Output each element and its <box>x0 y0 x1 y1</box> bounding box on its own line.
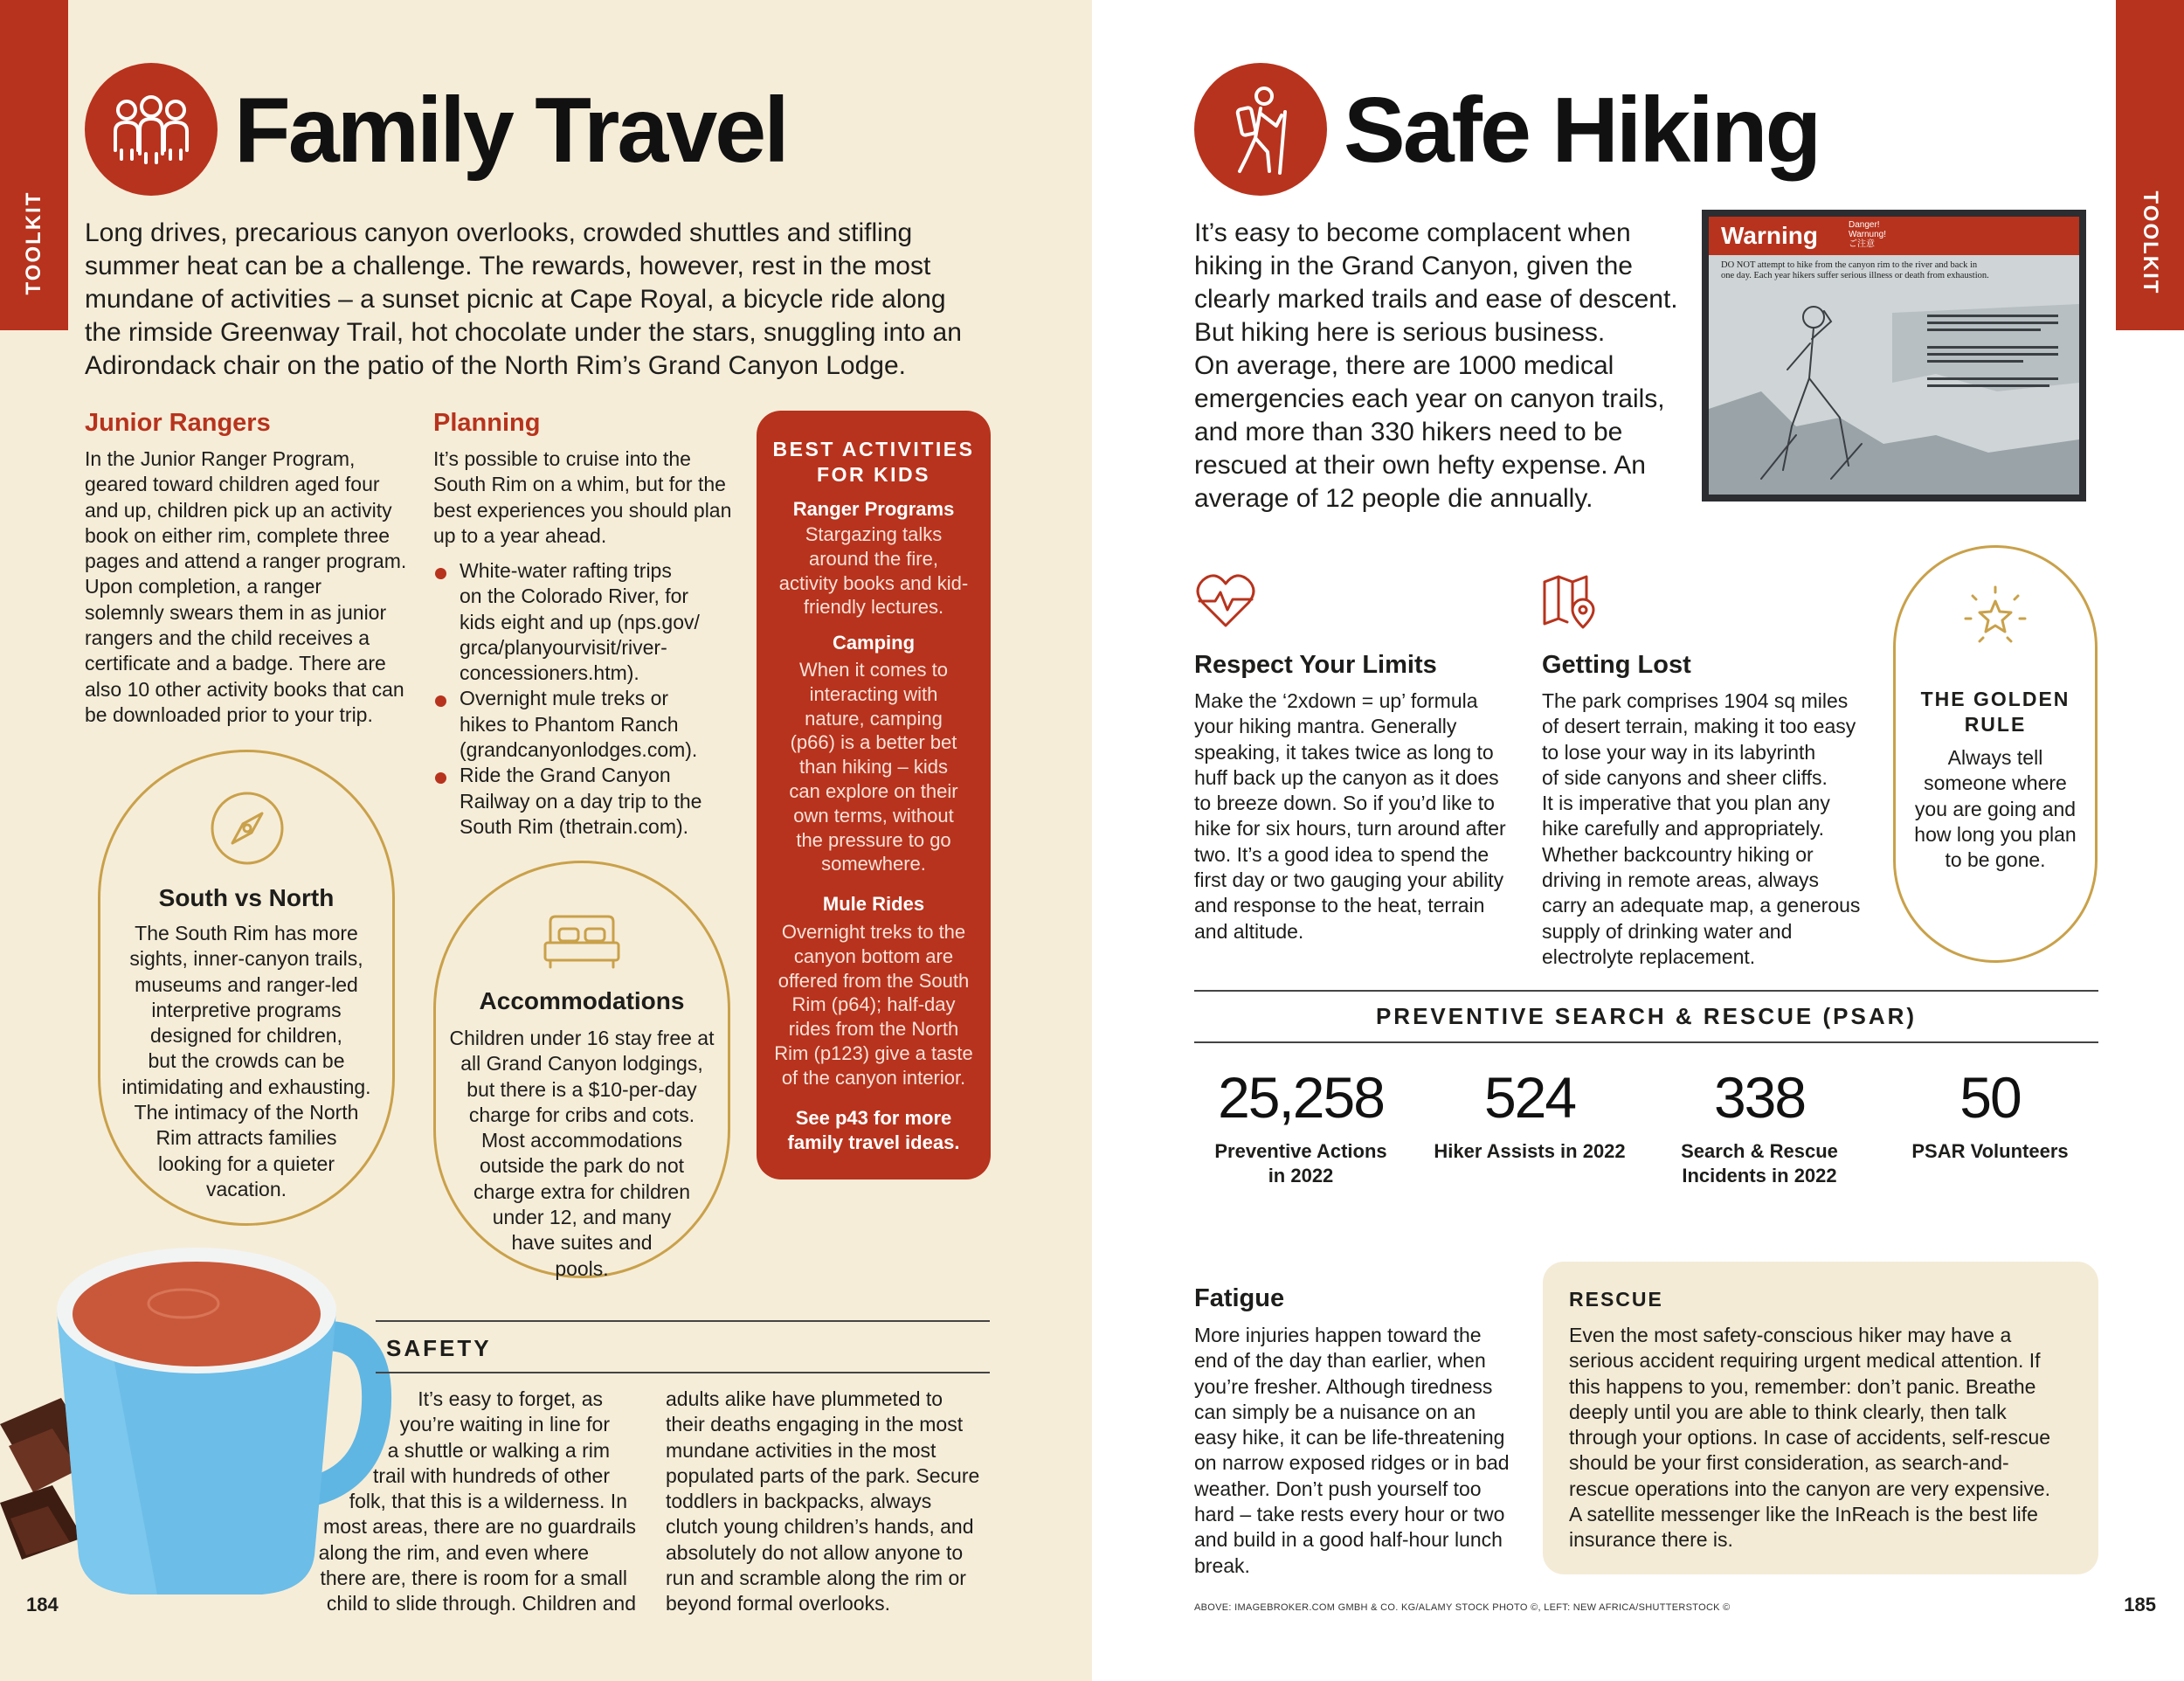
planning-text: It’s possible to cruise into the South Rim on a whim, but for the best experiences you should plan up to a year ahead. <box>433 447 732 547</box>
heart-pulse-icon <box>1194 573 1257 631</box>
page-title-safe-hiking: Safe Hiking <box>1344 79 1820 182</box>
safety-heading: SAFETY <box>386 1335 492 1361</box>
stat-label-preventive-actions: Preventive Actions in 2022 <box>1214 1140 1387 1186</box>
photo-credit: ABOVE: IMAGEBROKER.COM GMBH & CO. KG/ALAMY STOCK PHOTO ©, LEFT: NEW AFRICA/SHUTTERSTOCK © <box>1194 1602 1731 1613</box>
safety-bottom-rule <box>376 1372 990 1373</box>
stat-label-search-rescue: Search & Rescue Incidents in 2022 <box>1681 1140 1838 1186</box>
accommodations-text: Children under 16 stay free at all Grand Canyon lodgings, but there is a $10-per-day charge for cribs and cots. Most accommodations outside the park do not charge extra for children under 12, and many have suites and pools. <box>449 1027 715 1280</box>
right-page <box>1092 0 2184 1681</box>
toolkit-tab-right <box>2116 0 2184 330</box>
rescue-heading: RESCUE <box>1569 1288 1663 1311</box>
page-number-left: 184 <box>26 1594 59 1615</box>
junior-rangers-text: In the Junior Ranger Program, geared toward children aged four and up, children pick up an activity book on either rim, complete three pages and attend a ranger program. Upon completion, a ranger solemnly swears them in as junior rangers and the child receives a certificate and a badge. There are also 10 other activity books that can be downloaded prior to your trip. <box>85 447 407 726</box>
stat-value-preventive-actions: 25,258 <box>1218 1065 1384 1130</box>
list-item: Ride the Grand Canyon Railway on a day trip to the South Rim (thetrain.com). <box>433 763 748 840</box>
family-lead: Long drives, precarious canyon overlooks, crowded shuttles and stifling summer heat can be a challenge. The rewards, however, rest in the most mundane of activities – a sunset picnic at Cape Royal, a bicycle ride along the rimside Greenway Trail, hot chocolate under the stars, snuggling into an Adirondack chair on the patio of the North Rim’s Grand Canyon Lodge. <box>85 218 962 380</box>
respect-limits-text: Make the ‘2xdown = up’ formula your hiking mantra. Generally speaking, it takes twice as long to huff back up the canyon as it does to breeze down. So if you’d like to hike for six hours, turn around after two. It’s a good idea to spend the first day or two gauging your ability and response to the heat, terrain and altitude. <box>1194 689 1506 943</box>
ranger-programs-text: Stargazing talks around the fire, activity books and kid- friendly lectures. <box>778 523 969 619</box>
page-title-family-travel: Family Travel <box>234 79 787 182</box>
junior-rangers-heading: Junior Rangers <box>85 409 271 437</box>
see-more-link[interactable]: See p43 for more family travel ideas. <box>787 1107 960 1153</box>
fatigue-text: More injuries happen toward the end of the day than earlier, when you’re fresher. Although tiredness can simply be a nuisance on an easy hike, it can be life-threatening on narrow exposed ridges or in bad weather. Don’t push yourself too hard – take rests every hour or two and build in a good half-hour lunch break. <box>1194 1324 1510 1577</box>
best-activities-box <box>757 411 991 1179</box>
mule-rides-text: Overnight treks to the canyon bottom are offered from the South Rim (p64); half-day rides from the North Rim (p123) give a taste of the canyon interior. <box>774 921 973 1089</box>
stat-value-search-rescue: 338 <box>1713 1065 1806 1130</box>
camping-heading: Camping <box>832 632 916 654</box>
map-pin-icon <box>1541 573 1599 631</box>
toolkit-tab-label: TOOLKIT <box>2139 190 2162 295</box>
getting-lost-heading: Getting Lost <box>1542 651 1691 679</box>
psar-top-rule <box>1194 990 2098 992</box>
bed-icon <box>542 913 622 972</box>
page-number-right: 185 <box>2124 1594 2156 1615</box>
toolkit-tab-label: TOOLKIT <box>22 190 45 295</box>
safety-column-2: adults alike have plummeted to their deaths engaging in the most mundane activities in the most populated parts of the park. Secure toddlers in backpacks, always clutch young children’s hands, and absolutely do not allow anyone to run and scramble along the rim or beyond formal overlooks. <box>666 1387 980 1615</box>
psar-heading: PREVENTIVE SEARCH & RESCUE (PSAR) <box>1375 1003 1918 1029</box>
stat-label-psar-volunteers: PSAR Volunteers <box>1911 1140 2069 1162</box>
star-icon <box>1960 582 2030 652</box>
planning-bullets <box>433 558 748 840</box>
family-icon <box>85 63 218 196</box>
list-item: Overnight mule treks or hikes to Phantom Ranch (grandcanyonlodges.com). <box>433 686 748 763</box>
accommodations-heading: Accommodations <box>479 987 685 1014</box>
camping-text: When it comes to interacting with nature, camping (p66) is a better bet than hiking – kids can explore on their own terms, without the pressure to go somewhere. <box>789 659 958 875</box>
list-item: White-water rafting trips on the Colorado River, for kids eight and up (nps.gov/ grca/planyourvisit/river- concessioners.htm). <box>433 558 748 686</box>
warning-sign-photo <box>1702 210 2086 502</box>
fatigue-heading: Fatigue <box>1194 1284 1285 1312</box>
psar-bottom-rule <box>1194 1041 2098 1043</box>
respect-limits-heading: Respect Your Limits <box>1194 651 1437 679</box>
getting-lost-text: The park comprises 1904 sq miles of desert terrain, making it too easy to lose your way in its labyrinth of side canyons and sheer cliffs. It is imperative that you plan any hike carefully and appropriately. Whether backcountry hiking or driving in remote areas, always carry an adequate map, a generous supply of drinking water and electrolyte replacement. <box>1542 689 1861 968</box>
rescue-text: Even the most safety-conscious hiker may have a serious accident requiring urgent medical attention. If this happens to you, remember: don’t panic. Breathe deeply until you are able to think clearly, then talk through your options. In case of accidents, self-rescue should be your first consideration, as search-and- rescue operations into the canyon are very expensive. A satellite messenger like the InReach is the best life insurance there is. <box>1569 1324 2051 1552</box>
stat-value-psar-volunteers: 50 <box>1959 1065 2021 1130</box>
golden-rule-heading: THE GOLDEN RULE <box>1920 688 2070 736</box>
best-activities-title: BEST ACTIVITIES FOR KIDS <box>772 438 975 486</box>
toolkit-tab-left <box>0 0 68 330</box>
warning-sign-illustration <box>1709 217 2079 495</box>
safety-column-1: It’s easy to forget, as you’re waiting in line for a shuttle or walking a rim trail with hundreds of other folk, that this is a wilderness. In most areas, there are no guardrails along the rim, and even where there are, there is room for a small child to slide through. Children and <box>318 1387 636 1615</box>
stat-label-hiker-assists: Hiker Assists in 2022 <box>1434 1140 1626 1162</box>
mule-rides-heading: Mule Rides <box>822 893 925 915</box>
warning-sign-text: DO NOT attempt to hike from the canyon rim to the river and back in one day. Each year hikers suffer serious illness or death from exhaustion. <box>1721 260 1989 280</box>
stat-value-hiker-assists: 524 <box>1483 1065 1576 1130</box>
compass-icon <box>208 789 287 868</box>
warning-sign-languages: Danger! Warnung! ご注意 <box>1849 220 1886 249</box>
south-vs-north-heading: South vs North <box>158 884 335 911</box>
golden-rule-text: Always tell someone where you are going and how long you plan to be gone. <box>1914 746 2077 872</box>
warning-sign-title: Warning <box>1721 222 1818 249</box>
ranger-programs-heading: Ranger Programs <box>792 498 955 520</box>
hiking-lead: It’s easy to become complacent when hiking in the Grand Canyon, given the clearly marked trails and ease of descent. But hiking here is serious business. On average, there are 1000 medical emergencies each year on canyon trails, and more than 330 hikers need to be rescued at their own hefty expense. An average of 12 people die annually. <box>1194 218 1678 513</box>
safety-top-rule <box>376 1320 990 1322</box>
hiker-icon <box>1194 63 1327 196</box>
south-vs-north-text: The South Rim has more sights, inner-canyon trails, museums and ranger-led interpretive programs designed for children, but the crowds can be intimidating and exhausting. The intimacy of the North Rim attracts families looking for a quieter vacation. <box>121 922 371 1200</box>
planning-heading: Planning <box>433 409 541 437</box>
